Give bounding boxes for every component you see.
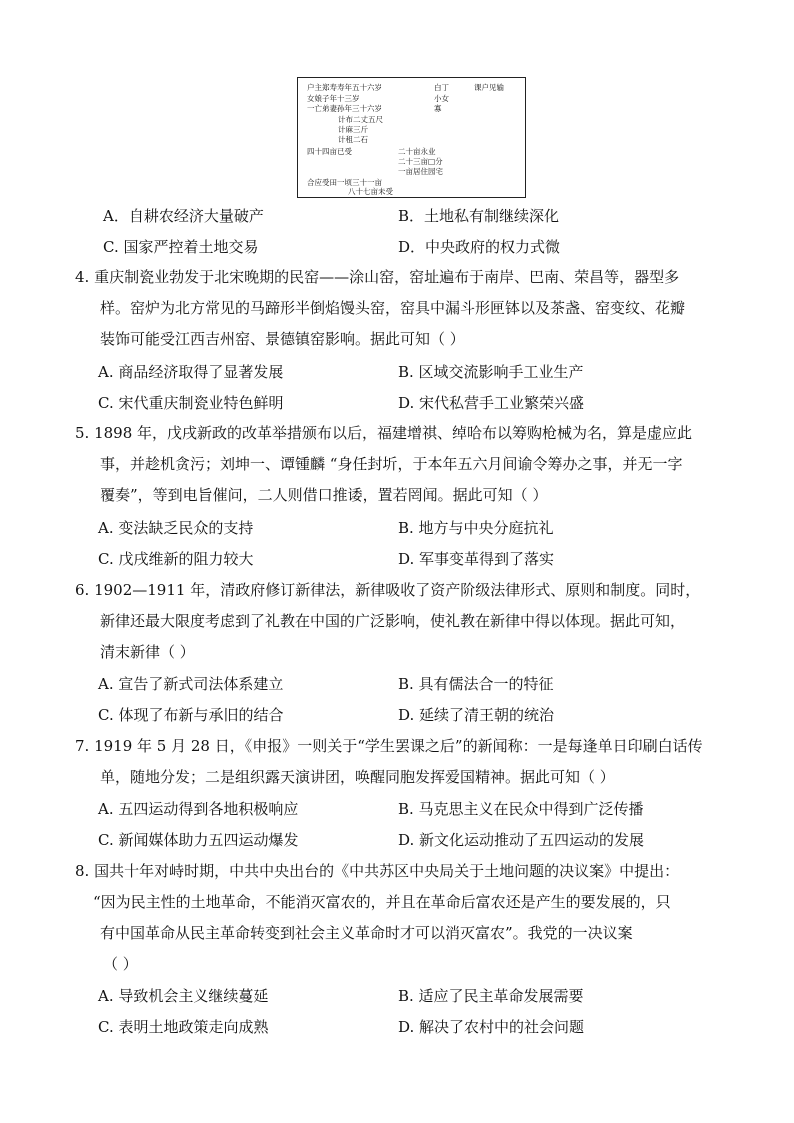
- q8-option-d[interactable]: D. 解决了农村中的社会问题: [398, 1018, 585, 1036]
- q5-options-row-1: [0, 516, 794, 540]
- q8-options-row-2: [0, 1015, 794, 1039]
- q4-line: 样。窑炉为北方常见的马蹄形半倒焰馒头窑，窑具中漏斗形匣钵以及茶盏、窑变纹、花瓣: [100, 299, 686, 317]
- q7-option-d[interactable]: D. 新文化运动推动了五四运动的发展: [398, 831, 645, 849]
- q7-options-row-2: [0, 828, 794, 852]
- q8-stem: [75, 856, 695, 980]
- q7-line: 单，随地分发；二是组织露天演讲团，唤醒同胞发挥爱国精神。据此可知（ ）: [100, 768, 615, 786]
- record-line: 计布二丈五尺: [338, 115, 383, 124]
- q6-line: 新律还最大限度考虑到了礼教在中国的广泛影响，使礼教在新律中得以体现。据此可知，: [100, 612, 686, 630]
- record-line: 课户见输: [474, 83, 504, 92]
- household-record-figure: [297, 77, 526, 198]
- q6-option-d[interactable]: D. 延续了清王朝的统治: [398, 706, 555, 724]
- q6-option-c[interactable]: C. 体现了布新与承旧的结合: [98, 706, 284, 724]
- q3-option-c[interactable]: C. 国家严控着土地交易: [103, 238, 259, 256]
- q5-stem: [75, 418, 695, 511]
- q8-option-c[interactable]: C. 表明土地政策走向成熟: [98, 1018, 269, 1036]
- q6-options-row-1: [0, 672, 794, 696]
- record-line: 白丁: [434, 83, 449, 92]
- record-line: 一亡弟妻孙年三十六岁: [307, 104, 382, 113]
- q7-option-a[interactable]: A. 五四运动得到各地积极响应: [98, 800, 299, 818]
- q5-option-c[interactable]: C. 戊戌维新的阻力较大: [98, 550, 254, 568]
- record-line: 计麻三斤: [338, 125, 368, 134]
- record-line: 四十四亩已受: [307, 147, 352, 156]
- record-line: 一亩居住园宅: [398, 167, 443, 176]
- q6-options-row-2: [0, 703, 794, 727]
- q7-option-c[interactable]: C. 新闻媒体助力五四运动爆发: [98, 831, 299, 849]
- q6-stem: [75, 575, 701, 668]
- q5-option-d[interactable]: D. 军事变革得到了落实: [398, 550, 555, 568]
- q3-option-a[interactable]: A．自耕农经济大量破产: [103, 207, 264, 225]
- record-line: 女娘子年十三岁: [307, 94, 360, 103]
- q6-option-a[interactable]: A. 宣告了新式司法体系建立: [98, 675, 284, 693]
- q3-options-row-2: [0, 235, 794, 259]
- q7-stem: [75, 731, 703, 793]
- q4-options-row-2: [0, 391, 794, 415]
- q3-options-row-1: [0, 204, 794, 228]
- q4-option-c[interactable]: C. 宋代重庆制瓷业特色鲜明: [98, 394, 284, 412]
- q4-options-row-1: [0, 360, 794, 384]
- q5-option-a[interactable]: A. 变法缺乏民众的支持: [98, 519, 254, 537]
- q5-option-b[interactable]: B. 地方与中央分庭抗礼: [398, 519, 554, 537]
- q8-line: “因为民主性的土地革命，不能消灭富农的，并且在革命后富农还是产生的要发展的，只: [93, 893, 671, 911]
- q7-options-row-1: [0, 797, 794, 821]
- q4-option-d[interactable]: D. 宋代私营手工业繁荣兴盛: [398, 394, 585, 412]
- record-line: 小女: [434, 94, 449, 103]
- q6-line: 清末新律（ ）: [100, 643, 195, 661]
- q5-line: 事，并趁机贪污；刘坤一、谭锺麟 “身任封圻，于本年五六月间谕令筹办之事，并无一字: [100, 455, 683, 473]
- q5-line: 覆奏”，等到电旨催问，二人则借口推诿，置若罔闻。据此可知（ ）: [100, 486, 548, 504]
- record-line: 户主郑寿寿年五十六岁: [307, 83, 382, 92]
- q8-options-row-1: [0, 984, 794, 1008]
- q5-options-row-2: [0, 547, 794, 571]
- record-line: 计租二石: [338, 135, 368, 144]
- q8-option-a[interactable]: A. 导致机会主义继续蔓延: [98, 987, 269, 1005]
- q7-line: 7. 1919 年 5 月 28 日，《申报》一则关于“学生罢课之后”的新闻称：一是每逢单日印刷白话传: [75, 737, 703, 755]
- q6-line: 6. 1902—1911 年，清政府修订新律法，新律吸收了资产阶级法律形式、原则和制度。同时，: [75, 581, 701, 599]
- record-line: 八十七亩未受: [348, 187, 393, 196]
- q8-line: 8. 国共十年对峙时期，中共中央出台的《中共苏区中央局关于土地问题的决议案》中提出：: [75, 862, 680, 880]
- q4-option-a[interactable]: A. 商品经济取得了显著发展: [98, 363, 284, 381]
- q3-option-b[interactable]: B．土地私有制继续深化: [398, 207, 560, 225]
- q6-option-b[interactable]: B. 具有儒法合一的特征: [398, 675, 554, 693]
- q8-option-b[interactable]: B. 适应了民主革命发展需要: [398, 987, 584, 1005]
- q4-line: 4. 重庆制瓷业勃发于北宋晚期的民窑——涂山窑，窑址遍布于南岸、巴南、荣昌等，器型多: [75, 268, 680, 286]
- q8-line: （ ）: [103, 955, 138, 973]
- q4-line: 装饰可能受江西吉州窑、景德镇窑影响。据此可知（ ）: [100, 330, 465, 348]
- q3-option-d[interactable]: D．中央政府的权力式微: [398, 238, 561, 256]
- record-line: 寡: [434, 104, 442, 113]
- record-line: 二十三亩□分: [398, 157, 443, 166]
- q8-line: 有中国革命从民主革命转变到社会主义革命时才可以消灭富农”。我党的一决议案: [100, 924, 633, 942]
- record-line: 二十亩永业: [398, 147, 436, 156]
- q4-stem: [75, 262, 695, 355]
- q5-line: 5. 1898 年，戊戌新政的改革举措颁布以后，福建增祺、绰哈布以筹购枪械为名，算是虚应此: [75, 424, 693, 442]
- q4-option-b[interactable]: B. 区域交流影响手工业生产: [398, 363, 584, 381]
- record-line: 合应受田一顷三十一亩: [307, 178, 382, 187]
- q7-option-b[interactable]: B. 马克思主义在民众中得到广泛传播: [398, 800, 644, 818]
